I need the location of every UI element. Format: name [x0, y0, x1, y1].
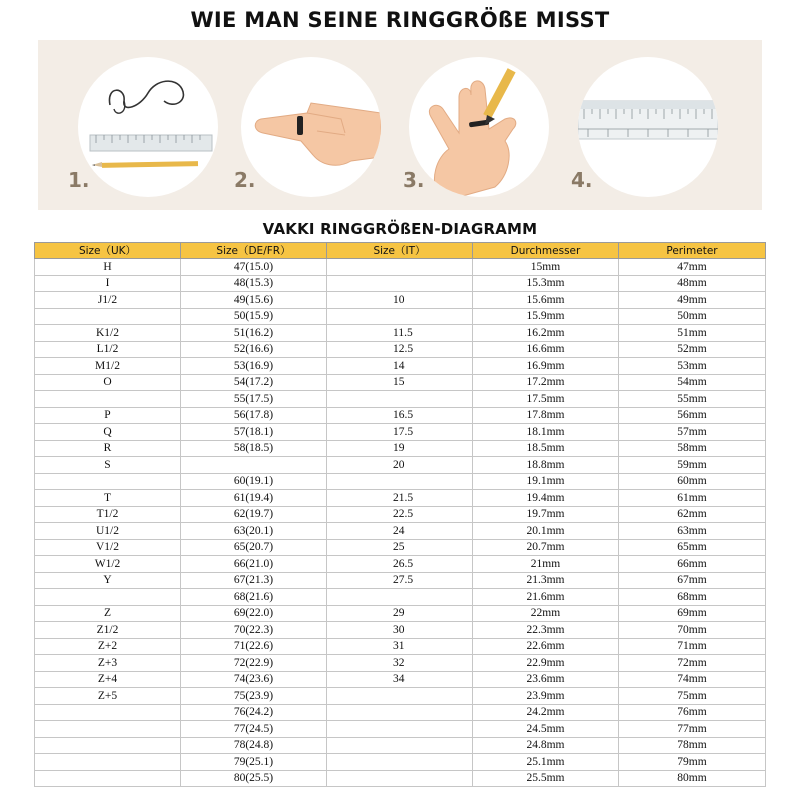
table-row — [35, 721, 766, 738]
cell-size-uk — [35, 770, 181, 787]
cell-size-it — [327, 737, 473, 754]
cell-size-de-fr: 80(25.5) — [181, 770, 327, 787]
cell-diameter: 24.2mm — [473, 704, 619, 721]
cell-perimeter: 49mm — [619, 292, 766, 309]
table-row — [35, 308, 766, 325]
cell-size-de-fr: 53(16.9) — [181, 358, 327, 375]
step-number-3: 3. — [403, 168, 425, 192]
cell-size-it: 32 — [327, 655, 473, 672]
table-row — [35, 506, 766, 523]
cell-perimeter: 60mm — [619, 473, 766, 490]
cell-size-it: 14 — [327, 358, 473, 375]
cell-diameter: 25.5mm — [473, 770, 619, 787]
cell-size-de-fr: 67(21.3) — [181, 572, 327, 589]
cell-size-uk — [35, 391, 181, 408]
cell-size-uk: S — [35, 457, 181, 474]
cell-size-de-fr: 78(24.8) — [181, 737, 327, 754]
cell-diameter: 15mm — [473, 259, 619, 276]
cell-size-it: 17.5 — [327, 424, 473, 441]
table-row — [35, 424, 766, 441]
cell-size-it: 27.5 — [327, 572, 473, 589]
cell-perimeter: 68mm — [619, 589, 766, 606]
cell-size-it — [327, 754, 473, 771]
cell-size-uk: O — [35, 374, 181, 391]
cell-diameter: 17.8mm — [473, 407, 619, 424]
step-2-illustration — [241, 57, 381, 197]
cell-size-uk: R — [35, 440, 181, 457]
cell-size-de-fr: 66(21.0) — [181, 556, 327, 573]
cell-diameter: 19.7mm — [473, 506, 619, 523]
cell-size-uk: Z+3 — [35, 655, 181, 672]
cell-size-it — [327, 721, 473, 738]
cell-size-it — [327, 308, 473, 325]
cell-size-uk: H — [35, 259, 181, 276]
cell-size-de-fr: 52(16.6) — [181, 341, 327, 358]
cell-perimeter: 47mm — [619, 259, 766, 276]
cell-diameter: 21mm — [473, 556, 619, 573]
cell-size-it — [327, 275, 473, 292]
cell-size-de-fr: 74(23.6) — [181, 671, 327, 688]
cell-perimeter: 69mm — [619, 605, 766, 622]
cell-perimeter: 58mm — [619, 440, 766, 457]
cell-diameter: 23.6mm — [473, 671, 619, 688]
cell-size-de-fr: 72(22.9) — [181, 655, 327, 672]
table-row — [35, 473, 766, 490]
cell-diameter: 17.5mm — [473, 391, 619, 408]
cell-diameter: 22mm — [473, 605, 619, 622]
table-row — [35, 605, 766, 622]
cell-size-de-fr: 71(22.6) — [181, 638, 327, 655]
cell-size-uk: K1/2 — [35, 325, 181, 342]
cell-size-it: 30 — [327, 622, 473, 639]
cell-size-it — [327, 259, 473, 276]
ruler-measure-icon — [578, 57, 718, 197]
table-row — [35, 688, 766, 705]
cell-size-uk: W1/2 — [35, 556, 181, 573]
table-row — [35, 539, 766, 556]
cell-size-it: 19 — [327, 440, 473, 457]
cell-size-uk: Z1/2 — [35, 622, 181, 639]
cell-size-de-fr: 60(19.1) — [181, 473, 327, 490]
table-row — [35, 704, 766, 721]
cell-size-it — [327, 688, 473, 705]
cell-perimeter: 78mm — [619, 737, 766, 754]
cell-diameter: 22.9mm — [473, 655, 619, 672]
table-row — [35, 292, 766, 309]
table-row — [35, 523, 766, 540]
cell-size-it: 20 — [327, 457, 473, 474]
cell-size-uk: I — [35, 275, 181, 292]
cell-perimeter: 71mm — [619, 638, 766, 655]
cell-diameter: 19.1mm — [473, 473, 619, 490]
table-row — [35, 391, 766, 408]
cell-diameter: 16.2mm — [473, 325, 619, 342]
page-title: WIE MAN SEINE RINGGRÖßE MISST — [190, 8, 610, 32]
cell-size-uk: Z — [35, 605, 181, 622]
cell-diameter: 25.1mm — [473, 754, 619, 771]
cell-diameter: 24.8mm — [473, 737, 619, 754]
cell-diameter: 18.1mm — [473, 424, 619, 441]
cell-size-uk — [35, 473, 181, 490]
cell-diameter: 22.3mm — [473, 622, 619, 639]
cell-diameter: 16.9mm — [473, 358, 619, 375]
cell-diameter: 15.9mm — [473, 308, 619, 325]
cell-perimeter: 56mm — [619, 407, 766, 424]
cell-size-it: 12.5 — [327, 341, 473, 358]
cell-size-de-fr: 56(17.8) — [181, 407, 327, 424]
string-ruler-pencil-icon — [78, 57, 218, 197]
cell-size-uk: U1/2 — [35, 523, 181, 540]
cell-size-de-fr: 70(22.3) — [181, 622, 327, 639]
cell-diameter: 20.1mm — [473, 523, 619, 540]
cell-diameter: 20.7mm — [473, 539, 619, 556]
cell-perimeter: 66mm — [619, 556, 766, 573]
table-row — [35, 325, 766, 342]
cell-size-it — [327, 473, 473, 490]
cell-size-uk: Z+2 — [35, 638, 181, 655]
table-row — [35, 572, 766, 589]
table-header-row — [35, 243, 766, 259]
table-row — [35, 490, 766, 507]
cell-size-uk — [35, 308, 181, 325]
cell-perimeter: 61mm — [619, 490, 766, 507]
cell-size-de-fr: 51(16.2) — [181, 325, 327, 342]
cell-size-it: 16.5 — [327, 407, 473, 424]
cell-size-de-fr: 79(25.1) — [181, 754, 327, 771]
cell-size-uk — [35, 754, 181, 771]
cell-diameter: 24.5mm — [473, 721, 619, 738]
table-row — [35, 259, 766, 276]
cell-size-it: 10 — [327, 292, 473, 309]
cell-diameter: 18.8mm — [473, 457, 619, 474]
table-row — [35, 638, 766, 655]
cell-perimeter: 75mm — [619, 688, 766, 705]
cell-diameter: 15.3mm — [473, 275, 619, 292]
cell-diameter: 21.6mm — [473, 589, 619, 606]
cell-perimeter: 72mm — [619, 655, 766, 672]
cell-size-uk: V1/2 — [35, 539, 181, 556]
cell-perimeter: 51mm — [619, 325, 766, 342]
cell-size-uk: Y — [35, 572, 181, 589]
step-number-1: 1. — [68, 168, 90, 192]
cell-perimeter: 55mm — [619, 391, 766, 408]
cell-size-uk: T — [35, 490, 181, 507]
cell-diameter: 18.5mm — [473, 440, 619, 457]
cell-perimeter: 53mm — [619, 358, 766, 375]
cell-size-it: 11.5 — [327, 325, 473, 342]
cell-size-it: 25 — [327, 539, 473, 556]
cell-size-de-fr: 65(20.7) — [181, 539, 327, 556]
cell-size-it: 34 — [327, 671, 473, 688]
cell-size-de-fr: 54(17.2) — [181, 374, 327, 391]
cell-size-de-fr: 68(21.6) — [181, 589, 327, 606]
cell-size-de-fr — [181, 457, 327, 474]
col-header-de-fr: Size（DE/FR） — [181, 243, 327, 259]
cell-size-it: 22.5 — [327, 506, 473, 523]
col-header-uk: Size（UK） — [35, 243, 181, 259]
finger-mark-icon — [409, 57, 549, 197]
cell-perimeter: 48mm — [619, 275, 766, 292]
cell-perimeter: 76mm — [619, 704, 766, 721]
cell-diameter: 15.6mm — [473, 292, 619, 309]
cell-perimeter: 67mm — [619, 572, 766, 589]
cell-size-it: 15 — [327, 374, 473, 391]
table-row — [35, 374, 766, 391]
table-body — [35, 259, 766, 787]
cell-size-uk — [35, 704, 181, 721]
col-header-it: Size（IT） — [327, 243, 473, 259]
cell-perimeter: 63mm — [619, 523, 766, 540]
cell-size-it: 29 — [327, 605, 473, 622]
cell-size-de-fr: 77(24.5) — [181, 721, 327, 738]
cell-perimeter: 52mm — [619, 341, 766, 358]
cell-diameter: 19.4mm — [473, 490, 619, 507]
cell-size-uk — [35, 589, 181, 606]
cell-size-it: 24 — [327, 523, 473, 540]
table-row — [35, 770, 766, 787]
cell-perimeter: 80mm — [619, 770, 766, 787]
cell-size-it: 31 — [327, 638, 473, 655]
cell-size-it — [327, 770, 473, 787]
cell-size-uk: M1/2 — [35, 358, 181, 375]
cell-size-it: 26.5 — [327, 556, 473, 573]
cell-perimeter: 70mm — [619, 622, 766, 639]
col-header-perimeter: Perimeter — [619, 243, 766, 259]
step-1-illustration — [78, 57, 218, 197]
table-row — [35, 341, 766, 358]
cell-size-uk: Q — [35, 424, 181, 441]
cell-size-uk: L1/2 — [35, 341, 181, 358]
cell-perimeter: 62mm — [619, 506, 766, 523]
table-row — [35, 589, 766, 606]
cell-perimeter: 77mm — [619, 721, 766, 738]
cell-perimeter: 50mm — [619, 308, 766, 325]
cell-size-de-fr: 58(18.5) — [181, 440, 327, 457]
cell-size-de-fr: 62(19.7) — [181, 506, 327, 523]
cell-size-de-fr: 61(19.4) — [181, 490, 327, 507]
cell-diameter: 21.3mm — [473, 572, 619, 589]
cell-size-uk: P — [35, 407, 181, 424]
table-row — [35, 556, 766, 573]
cell-perimeter: 54mm — [619, 374, 766, 391]
table-row — [35, 457, 766, 474]
cell-perimeter: 57mm — [619, 424, 766, 441]
chart-title: VAKKI RINGGRÖßEN-DIAGRAMM — [262, 220, 538, 238]
step-3-illustration — [409, 57, 549, 197]
table-row — [35, 737, 766, 754]
cell-size-de-fr: 49(15.6) — [181, 292, 327, 309]
cell-diameter: 17.2mm — [473, 374, 619, 391]
cell-size-de-fr: 50(15.9) — [181, 308, 327, 325]
cell-size-uk — [35, 737, 181, 754]
table-row — [35, 655, 766, 672]
cell-size-uk: Z+5 — [35, 688, 181, 705]
step-4-illustration — [578, 57, 718, 197]
cell-diameter: 16.6mm — [473, 341, 619, 358]
instructions-panel — [38, 40, 762, 210]
table-row — [35, 440, 766, 457]
cell-size-de-fr: 75(23.9) — [181, 688, 327, 705]
cell-size-uk: T1/2 — [35, 506, 181, 523]
cell-size-uk: Z+4 — [35, 671, 181, 688]
cell-size-uk — [35, 721, 181, 738]
cell-size-it: 21.5 — [327, 490, 473, 507]
table-row — [35, 407, 766, 424]
cell-perimeter: 79mm — [619, 754, 766, 771]
step-number-2: 2. — [234, 168, 256, 192]
table-row — [35, 622, 766, 639]
cell-diameter: 22.6mm — [473, 638, 619, 655]
col-header-diameter: Durchmesser — [473, 243, 619, 259]
ring-size-table — [34, 242, 766, 787]
cell-size-it — [327, 391, 473, 408]
cell-size-de-fr: 76(24.2) — [181, 704, 327, 721]
cell-size-de-fr: 63(20.1) — [181, 523, 327, 540]
cell-size-de-fr: 55(17.5) — [181, 391, 327, 408]
cell-size-de-fr: 69(22.0) — [181, 605, 327, 622]
cell-perimeter: 59mm — [619, 457, 766, 474]
cell-size-it — [327, 589, 473, 606]
cell-diameter: 23.9mm — [473, 688, 619, 705]
finger-wrap-icon — [241, 57, 381, 197]
cell-size-de-fr: 57(18.1) — [181, 424, 327, 441]
step-number-4: 4. — [571, 168, 593, 192]
table-row — [35, 275, 766, 292]
cell-size-de-fr: 47(15.0) — [181, 259, 327, 276]
cell-size-it — [327, 704, 473, 721]
cell-size-uk: J1/2 — [35, 292, 181, 309]
cell-size-de-fr: 48(15.3) — [181, 275, 327, 292]
cell-perimeter: 74mm — [619, 671, 766, 688]
table-row — [35, 754, 766, 771]
table-row — [35, 671, 766, 688]
table-row — [35, 358, 766, 375]
cell-perimeter: 65mm — [619, 539, 766, 556]
